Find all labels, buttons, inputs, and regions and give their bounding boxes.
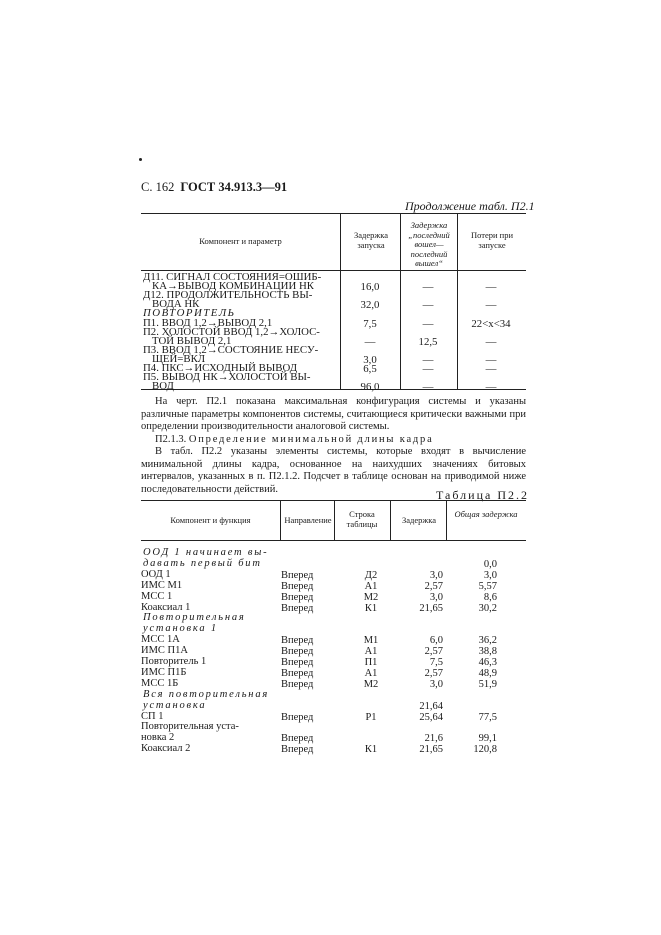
header-row-ref: Строка таблицы: [346, 509, 378, 529]
cell-row-ref: А1: [364, 646, 378, 658]
cell-delay: 2,57: [424, 646, 443, 658]
column-divider: [446, 500, 447, 540]
header-total-delay: Общая задержка: [454, 509, 518, 519]
header-delay-last: Задержка „последний вошел— последний вышел“: [408, 220, 450, 268]
cell-delay: 96,0: [360, 381, 380, 394]
header-loss: Потери при запуске: [470, 230, 514, 250]
cell-delay: 21,65: [419, 602, 443, 614]
cell-loss: —: [485, 353, 497, 366]
cell-delay-last: —: [422, 281, 434, 294]
table-row-text: ООД 1 начинает вы-: [143, 547, 269, 558]
cell-direction: Вперед: [281, 569, 314, 581]
table-row-text: Вся повторительная: [143, 688, 270, 700]
table-row-text: П1. ВВОД 1,2→ВЫВОД 2,1: [143, 316, 273, 329]
cell-row-ref: А1: [364, 667, 378, 679]
cell-row-ref: Р1: [365, 711, 377, 723]
header-component-function: Компонент и функция: [170, 515, 251, 525]
table-row-text: П4. ПКС→ИСХОДНЫЙ ВЫВОД: [143, 362, 298, 374]
cell-total: 30,2: [478, 602, 497, 614]
table-row-text: ИМС П1Б: [141, 666, 187, 678]
cell-total: 99,1: [478, 733, 497, 745]
table-row-text: Повторительная: [143, 612, 246, 624]
cell-row-ref: А1: [364, 580, 378, 592]
cell-direction: Вперед: [281, 733, 314, 745]
table-row-text: ИМС М1: [141, 579, 183, 591]
table-row-text: П2. ХОЛОСТОЙ ВВОД 1,2→ХОЛОС-: [143, 325, 320, 338]
table-row-text: МСС 1А: [141, 634, 180, 646]
cell-total: 36,2: [478, 635, 497, 647]
table-top-rule: [141, 213, 526, 214]
column-divider: [280, 500, 281, 540]
cell-row-ref: М2: [363, 678, 379, 690]
table-row-text: Д12. ПРОДОЛЖИТЕЛЬНОСТЬ ВЫ-: [143, 289, 313, 302]
paragraph-1: На черт. П2.1 показана максимальная конфигурация системы и указаны различные параметры компонентов системы, считающиеся критически важными при определении производительности аналоговой системы.: [141, 396, 526, 432]
column-divider: [340, 213, 341, 389]
cell-total: 8,6: [483, 591, 497, 603]
cell-direction: Вперед: [281, 635, 314, 647]
cell-total: 48,9: [478, 667, 497, 679]
cell-direction: Вперед: [281, 667, 314, 679]
table-row-text: СП 1: [141, 710, 164, 722]
cell-delay: 21,6: [424, 733, 443, 745]
cell-delay: 2,57: [424, 667, 443, 679]
column-divider: [390, 500, 391, 540]
table-row-text: установка: [143, 699, 207, 711]
table-row-text: ООД 1: [141, 568, 171, 580]
table-row-text: Коаксиал 1: [141, 601, 191, 613]
header-delay: Задержка: [401, 515, 437, 525]
cell-total: 5,57: [478, 580, 497, 592]
section-title: Определение минимальной длины кадра: [188, 434, 434, 445]
cell-total: 77,5: [478, 711, 497, 723]
header-delay: Задержка запуска: [353, 230, 389, 250]
cell-delay: 6,5: [363, 363, 377, 375]
cell-delay: 25,64: [419, 711, 443, 723]
cell-loss: —: [485, 281, 497, 294]
cell-row-ref: М2: [363, 591, 379, 603]
cell-delay: 6,0: [429, 635, 443, 647]
cell-direction: Вперед: [281, 657, 314, 668]
cell-delay: 32,0: [360, 299, 380, 312]
table-caption: Таблица П2.2: [436, 488, 529, 502]
cell-delay-last: —: [422, 363, 434, 375]
cell-delay-last: —: [422, 353, 434, 366]
header-component: Компонент и параметр: [199, 236, 282, 246]
table-row-text: ВОДА НК: [152, 298, 200, 311]
cell-row-ref: М1: [363, 635, 379, 647]
cell-loss: 22<x<34: [471, 317, 511, 330]
cell-row-ref: П1: [364, 657, 378, 668]
cell-direction: Вперед: [281, 646, 314, 658]
paragraph-2: В табл. П2.2 указаны элементы системы, которые входят в вычисление минимальной длины кадра, основанное на наихудших значениях битовых интервалов, указанных в п. П2.1.2. Подсчет в таблице основан на приводимой ниже последовательности действий.: [141, 446, 526, 495]
cell-total: 51,9: [478, 678, 497, 690]
cell-delay: 3,0: [363, 353, 377, 366]
section-heading: [141, 434, 526, 447]
column-divider: [457, 213, 458, 389]
cell-delay: 3,0: [429, 591, 443, 603]
cell-delay: —: [364, 335, 376, 348]
cell-delay: 21,65: [419, 744, 443, 756]
cell-total: 38,8: [478, 646, 497, 658]
table-row-text: ВОД: [152, 380, 174, 393]
header-direction: Направление: [284, 515, 332, 525]
cell-direction: Вперед: [281, 678, 314, 690]
table-row-text: новка 2: [141, 732, 175, 744]
table-row-text: ТОЙ ВЫВОД 2,1: [152, 334, 232, 347]
standard-number: ГОСТ 34.913.3—91: [180, 180, 288, 194]
table-header-rule: [141, 540, 526, 541]
cell-direction: Вперед: [281, 744, 314, 756]
cell-total: 46,3: [478, 657, 497, 668]
cell-row-ref: К1: [364, 744, 378, 756]
cell-total: 120,8: [473, 744, 497, 756]
table-row-text: МСС 1Б: [141, 677, 179, 689]
page-number: С. 162: [141, 180, 175, 194]
cell-total: 0,0: [483, 558, 497, 570]
table-row-text: ПОВТОРИТЕЛЬ: [143, 307, 236, 320]
cell-loss: —: [485, 299, 497, 312]
table-row-text: Д11. СИГНАЛ СОСТОЯНИЯ=ОШИБ-: [143, 271, 322, 283]
cell-direction: Вперед: [281, 580, 314, 592]
table-row-text: давать первый бит: [143, 557, 262, 569]
cell-delay: 7,5: [429, 657, 443, 668]
cell-direction: Вперед: [281, 711, 314, 723]
cell-delay: 2,57: [424, 580, 443, 592]
cell-loss: —: [485, 335, 497, 348]
table-row-text: Повторитель 1: [141, 656, 207, 667]
cell-delay-last: 12,5: [418, 335, 438, 348]
cell-row-ref: К1: [364, 602, 378, 614]
table-continuation-label: Продолжение табл. П2.1: [405, 199, 535, 213]
cell-delay-last: —: [422, 317, 434, 330]
table-row-text: П5. ВЫВОД НК→ХОЛОСТОЙ ВЫ-: [143, 371, 311, 384]
cell-delay: 3,0: [429, 569, 443, 581]
cell-delay: 21,64: [419, 700, 443, 712]
table-row-text: ЩЕЙ=ВКЛ: [152, 352, 206, 365]
column-divider: [334, 500, 335, 540]
speck-mark: [139, 158, 142, 161]
table-row-text: Повторительная уста-: [141, 721, 239, 733]
cell-delay: 7,5: [363, 317, 377, 330]
cell-row-ref: Д2: [364, 569, 378, 581]
page-header: [141, 180, 287, 195]
table-row-text: КА→ВЫВОД КОМБИНАЦИИ НК: [152, 280, 314, 293]
cell-direction: Вперед: [281, 602, 314, 614]
table-row-text: МСС 1: [141, 590, 173, 602]
cell-delay: 16,0: [360, 281, 380, 294]
table-row-text: установка 1: [143, 623, 218, 635]
table-row-text: Коаксиал 2: [141, 743, 191, 755]
table-p2-1-continued: [141, 213, 526, 394]
cell-delay-last: —: [422, 381, 434, 394]
cell-loss: —: [485, 381, 497, 394]
cell-direction: Вперед: [281, 591, 314, 603]
cell-delay-last: —: [422, 299, 434, 312]
table-row-text: П3. ВВОД 1,2→СОСТОЯНИЕ НЕСУ-: [143, 343, 319, 356]
table-row-text: ИМС П1А: [141, 645, 188, 657]
cell-delay: 3,0: [429, 678, 443, 690]
cell-loss: —: [485, 363, 497, 375]
section-number: П2.1.3.: [155, 434, 187, 445]
cell-total: 3,0: [483, 569, 497, 581]
